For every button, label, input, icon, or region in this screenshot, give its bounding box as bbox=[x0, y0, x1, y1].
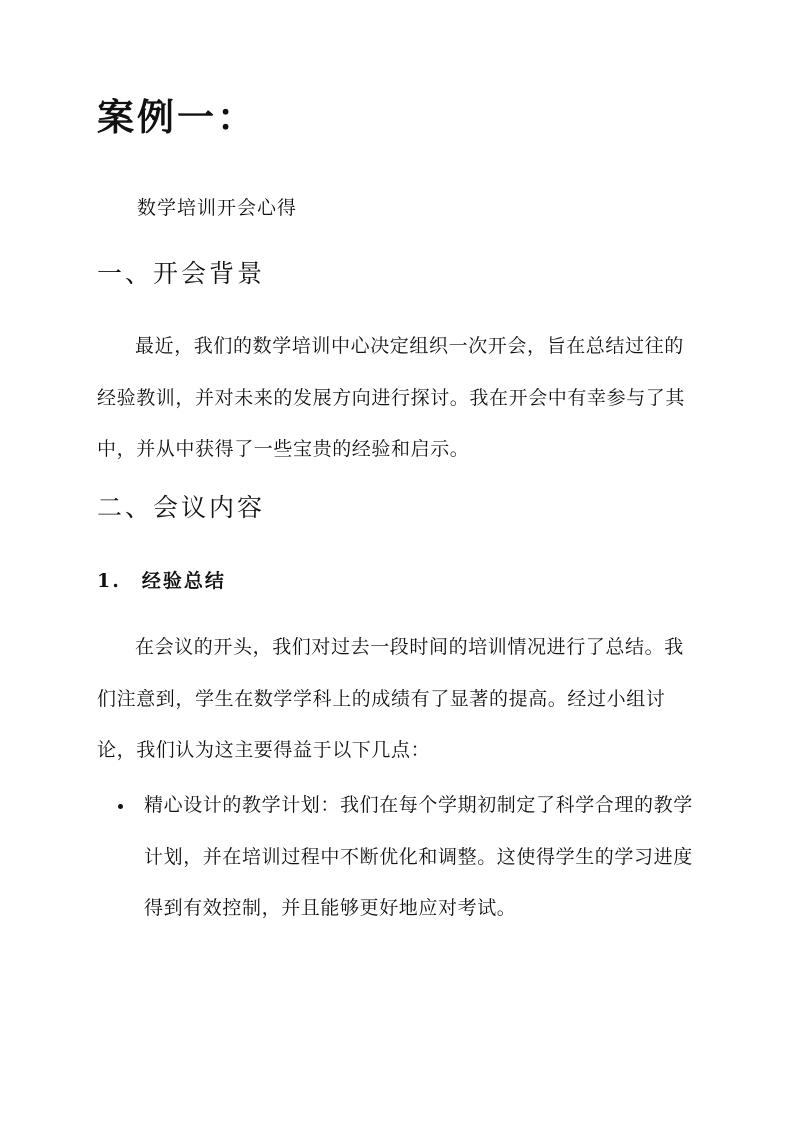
document-subtitle: 数学培训开会心得 bbox=[137, 197, 298, 219]
bullet-list-item bbox=[118, 780, 698, 935]
section-heading-background: 一、开会背景 bbox=[97, 259, 266, 288]
subsection-heading-experience-summary: 1. 经验总结 bbox=[97, 570, 226, 592]
subsection-paragraph-experience-summary: 在会议的开头，我们对过去一段时间的培训情况进行了总结。我们注意到，学生在数学学科上的成绩有了显著的提高。经过小组讨论，我们认为这主要得益于以下几点： bbox=[97, 636, 684, 761]
section-paragraph-background: 最近，我们的数学培训中心决定组织一次开会，旨在总结过往的经验教训，并对未来的发展方向进行探讨。我在开会中有幸参与了其中，并从中获得了一些宝贵的经验和启示。 bbox=[97, 335, 686, 460]
document-title: 案例一： bbox=[97, 95, 257, 139]
bullet-dot-icon bbox=[118, 804, 123, 809]
section-heading-meeting-content: 二、会议内容 bbox=[97, 493, 266, 522]
bullet-item-text: 精心设计的教学计划：我们在每个学期初制定了科学合理的教学计划，并在培训过程中不断优化和调整。这使得学生的学习进度得到有效控制，并且能够更好地应对考试。 bbox=[144, 794, 693, 919]
